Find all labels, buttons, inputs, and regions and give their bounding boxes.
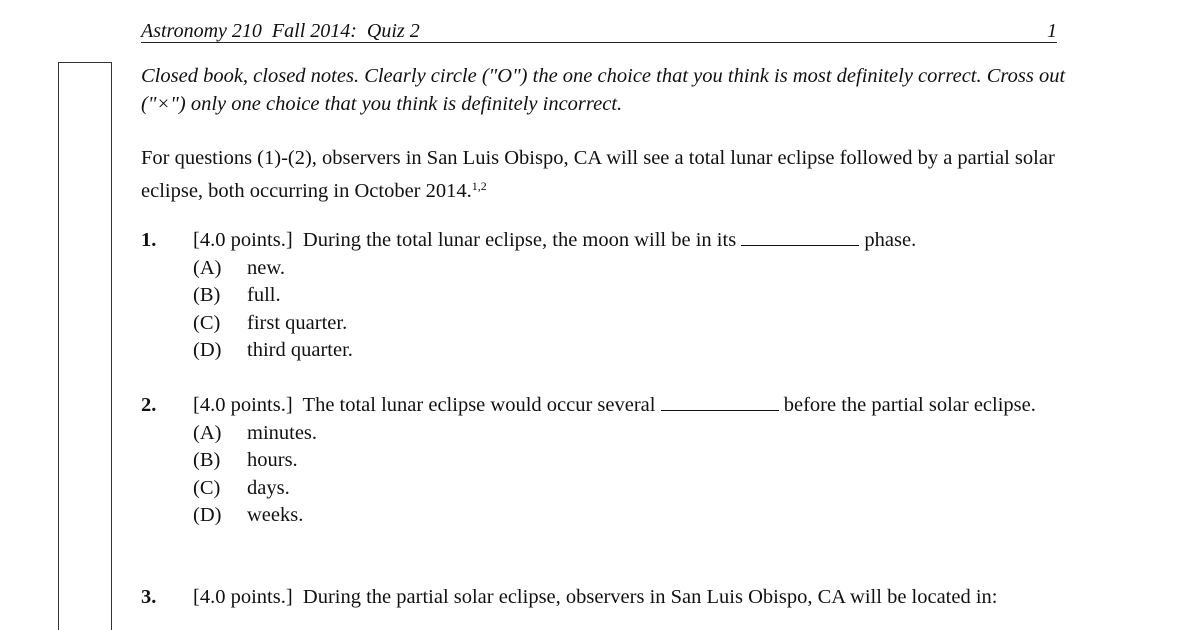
- option-text: hours.: [247, 449, 298, 471]
- questions-intro: [141, 144, 1071, 205]
- option-label: (B): [193, 449, 221, 471]
- question-body: [193, 227, 1071, 365]
- question-points: [4.0 points.]: [193, 229, 293, 251]
- option-label: (D): [193, 504, 222, 526]
- question-3: [141, 584, 1071, 612]
- question-number: 1.: [141, 229, 157, 251]
- option-label: (A): [193, 256, 222, 279]
- footnote-marks: 1,2: [471, 179, 487, 193]
- page-number: 1: [1047, 20, 1057, 42]
- option-a[interactable]: [193, 420, 1071, 448]
- question-points: [4.0 points.]: [193, 394, 293, 416]
- quiz-instructions: Closed book, closed notes. Clearly circle ("O") the one choice that you think is most definitely correct. Cross out ("×") only one choice that you think is definitely incorrect.: [141, 65, 1066, 115]
- option-label: (B): [193, 284, 221, 306]
- page-header: [141, 18, 1057, 43]
- question-1: [141, 227, 1071, 365]
- question-text-before: The total lunar eclipse would occur several: [302, 394, 656, 416]
- option-label: (C): [193, 311, 221, 334]
- question-text-after: before the partial solar eclipse.: [783, 394, 1036, 416]
- question-2: [141, 392, 1071, 530]
- question-stem: [193, 392, 1071, 420]
- option-label: (C): [193, 476, 221, 499]
- question-number: 2.: [141, 394, 157, 416]
- question-body: [193, 584, 1071, 612]
- option-text: new.: [247, 256, 285, 279]
- header-title: Astronomy 210 Fall 2014: Quiz 2: [141, 20, 420, 42]
- option-c[interactable]: [193, 310, 1071, 338]
- option-text: days.: [247, 476, 290, 499]
- option-c[interactable]: [193, 475, 1071, 503]
- intro-text: For questions (1)-(2), observers in San Luis Obispo, CA will see a total lunar eclipse followed by a partial solar eclipse, both occurring in October 2014.: [141, 147, 1055, 202]
- question-text-after: phase.: [864, 229, 917, 251]
- option-text: weeks.: [247, 504, 304, 526]
- question-number: 3.: [141, 586, 157, 608]
- option-label: (A): [193, 421, 222, 444]
- answer-blank: [741, 227, 859, 246]
- option-d[interactable]: [193, 337, 1071, 365]
- option-text: first quarter.: [247, 311, 348, 334]
- question-text: During the partial solar eclipse, observers in San Luis Obispo, CA will be located in:: [302, 586, 998, 608]
- score-margin-box: [58, 62, 112, 630]
- option-d[interactable]: [193, 502, 1071, 530]
- question-body: [193, 392, 1071, 530]
- answer-blank: [661, 392, 779, 411]
- option-text: third quarter.: [247, 339, 353, 361]
- question-points: [4.0 points.]: [193, 586, 293, 608]
- question-text-before: During the total lunar eclipse, the moon will be in its: [302, 229, 737, 251]
- option-label: (D): [193, 339, 222, 361]
- option-text: full.: [247, 284, 281, 306]
- option-text: minutes.: [247, 421, 318, 444]
- question-stem: [193, 227, 1071, 255]
- option-b[interactable]: [193, 282, 1071, 310]
- option-a[interactable]: [193, 255, 1071, 283]
- option-b[interactable]: [193, 447, 1071, 475]
